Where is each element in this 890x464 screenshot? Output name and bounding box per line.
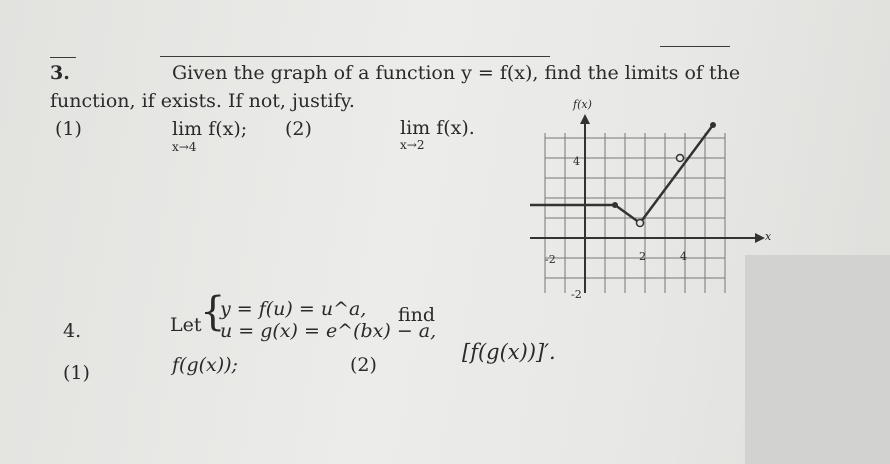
problem-4-part1-label: (1) [63, 362, 90, 384]
graph-f-label: f(x) [573, 98, 592, 111]
graph-tick-y-bottom: -2 [571, 288, 582, 301]
problem-4-find: find [398, 304, 436, 326]
problem-3-number: 3. [50, 62, 70, 84]
top-rule-center [160, 56, 550, 57]
graph-tick-y-top: 4 [573, 155, 580, 168]
problem-3-part2-label: (2) [285, 118, 312, 140]
top-rule-left [50, 57, 76, 58]
top-rule-right [660, 46, 730, 47]
gray-redaction-box [745, 255, 890, 464]
problem-4-part2-label: (2) [350, 354, 377, 376]
problem-3-line2: function, if exists. If not, justify. [50, 90, 355, 112]
graph-tick-x-4: 4 [680, 250, 687, 263]
problem-3-part1-limit: lim f(x); [172, 118, 248, 140]
graph-tick-x-left: -2 [545, 253, 556, 266]
graph-tick-x-2: 2 [639, 250, 646, 263]
problem-3-line1: Given the graph of a function y = f(x), find the limits of the [172, 62, 741, 84]
problem-3-part1-label: (1) [55, 118, 82, 140]
problem-4-eq2: u = g(x) = e^(bx) − a, [220, 320, 437, 342]
problem-3-part1-sub: x→4 [172, 140, 197, 154]
problem-4-number: 4. [63, 320, 82, 342]
problem-3-part2-limit: lim f(x). [400, 117, 475, 139]
graph-x-label: x [765, 230, 772, 243]
function-graph [525, 98, 775, 308]
problem-4-eq1: y = f(u) = u^a, [220, 298, 367, 320]
problem-3-part2-sub: x→2 [400, 138, 425, 152]
problem-4-part2-expr: [f(g(x))]′. [462, 340, 556, 364]
problem-4-part1-expr: f(g(x)); [172, 354, 238, 376]
problem-4-brace: { [200, 289, 226, 335]
problem-4-let: Let [170, 314, 202, 336]
